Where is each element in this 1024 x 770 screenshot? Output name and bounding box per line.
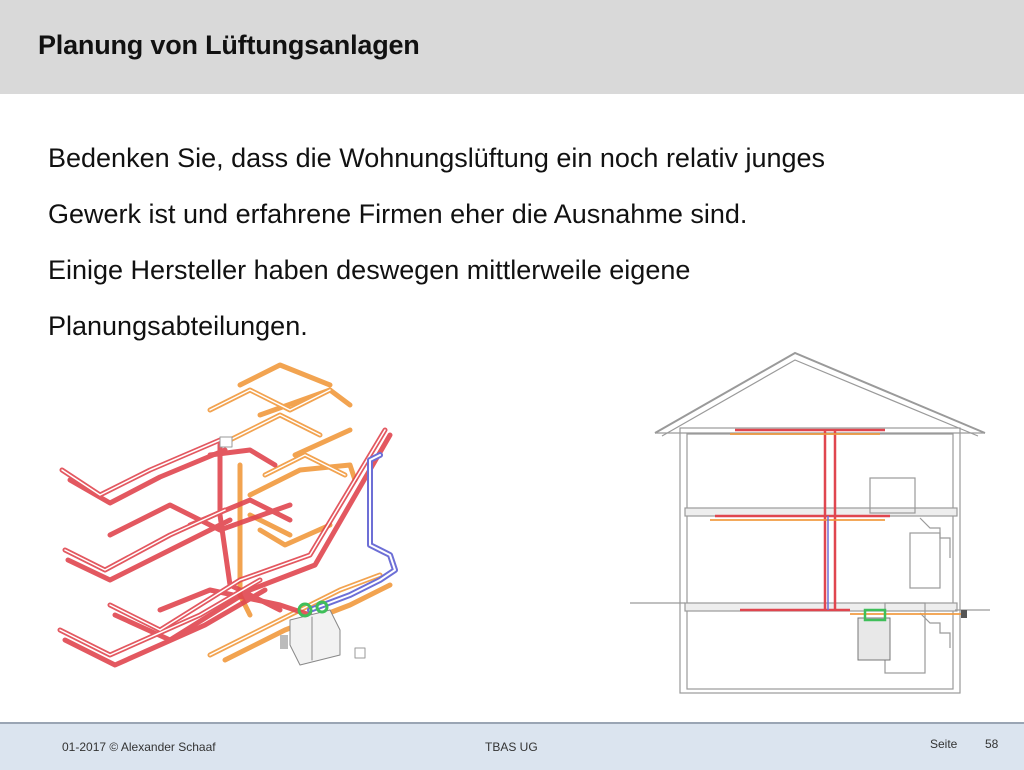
extract-ducts xyxy=(210,365,390,660)
isometric-duct-drawing xyxy=(50,355,430,695)
house-section-drawing xyxy=(630,348,990,700)
footer-copyright: 01-2017 © Alexander Schaaf xyxy=(62,740,216,754)
body-text xyxy=(48,130,988,354)
body-line-1: Bedenken Sie, dass die Wohnungslüftung ein noch relativ junges xyxy=(48,143,826,173)
footer-page-number: 58 xyxy=(985,737,999,751)
body-line-4: Planungsabteilungen. xyxy=(48,311,308,341)
footer-page-label: Seite xyxy=(930,737,958,751)
ventilation-unit xyxy=(280,602,340,665)
footer-company: TBAS UG xyxy=(485,740,538,754)
body-line-3: Einige Hersteller haben deswegen mittlerweile eigene xyxy=(48,255,691,285)
slide-title: Planung von Lüftungsanlagen xyxy=(38,30,420,60)
section-ventilation-unit xyxy=(858,610,890,660)
body-line-2: Gewerk ist und erfahrene Firmen eher die Ausnahme sind. xyxy=(48,199,748,229)
title-bar xyxy=(0,0,1024,94)
footer xyxy=(0,722,1024,770)
